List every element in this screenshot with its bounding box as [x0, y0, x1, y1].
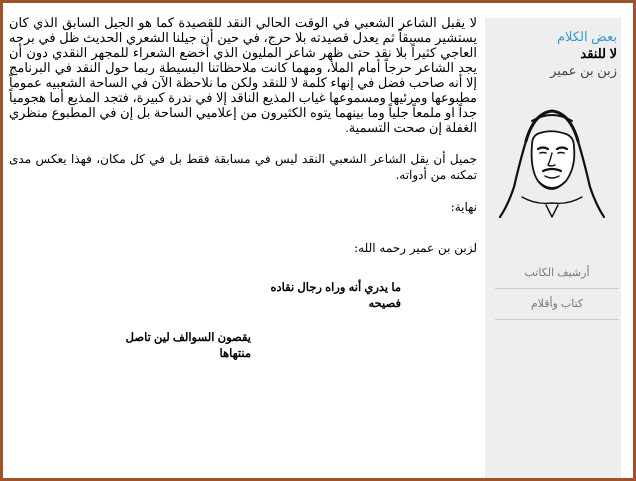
poem-verse-1: [9, 280, 401, 312]
author-portrait-icon: [496, 101, 606, 219]
section-title[interactable]: بعض الكلام: [557, 29, 617, 44]
ending-label: نهاية:: [450, 200, 477, 215]
author-sidebar: [485, 18, 621, 478]
author-name: زبن بن عمير: [550, 63, 617, 78]
article-body: [9, 15, 477, 362]
writers-and-pens-link[interactable]: كتاب وأقلام: [495, 289, 619, 320]
article-paragraph-1: لا يقبل الشاعر الشعبي في الوقت الحالي النقد للقصيدة كما هو الجيل السابق الذي كان يستشير مسبقاً ثم يعدل قصيدته بلا حرج، في حين أن جيلنا الشعري الحديث ظل في برجه العاجي كثيراً بلا نقد حتى ظهر شاعر المليون الذي أخضع الشعراء للمجهر النقدي دون أن يجد الشاعر حرجاً أمام الملأ، ومهما كانت ملاحظاتنا البسيطة ربما حول النقد في البرنامج إلا أنه صاحب فضل في إنهاء كلمة لا للنقد ولكن ما نلاحظة الآن في الساحة الشعبيه عموماً مطبوعها ومرئيها ومسموعها غياب المذيع الناقد إلا في ندرة كبيرة، فتجد المذيع أما هجومياً جداً او ملمعاً جلياً وما بينهما يتوه الكثيرون من إعلاميي الساحة بل إن في المطبوع منظري الغفلة إن صحت التسمية.: [9, 15, 477, 135]
sidebar-links: [495, 258, 619, 320]
article-paragraph-2: جميل أن يقل الشاعر الشعبي النقد ليس في مسابقة فقط بل في كل مكان، فهذا يعكس مدى تمكنه من أدواته.: [9, 152, 477, 182]
sidebar-header: [485, 18, 621, 79]
poem-verse-2-line-2: منتهاها: [219, 348, 251, 361]
poem-verse-1-line-2: فصيحه: [368, 298, 401, 311]
poem-verse-2-line-1: يقصون السوالف لين تاصل: [125, 332, 251, 345]
writer-archive-link[interactable]: أرشيف الكاتب: [495, 258, 619, 289]
poem-verse-1-line-1: ما يدري أنه وراه رجال نقاده: [270, 282, 401, 295]
poem-credit: لزبن بن عمير رحمه الله:: [354, 240, 477, 255]
poem-verse-2: [9, 330, 251, 362]
article-title: لا للنقد: [580, 46, 617, 61]
